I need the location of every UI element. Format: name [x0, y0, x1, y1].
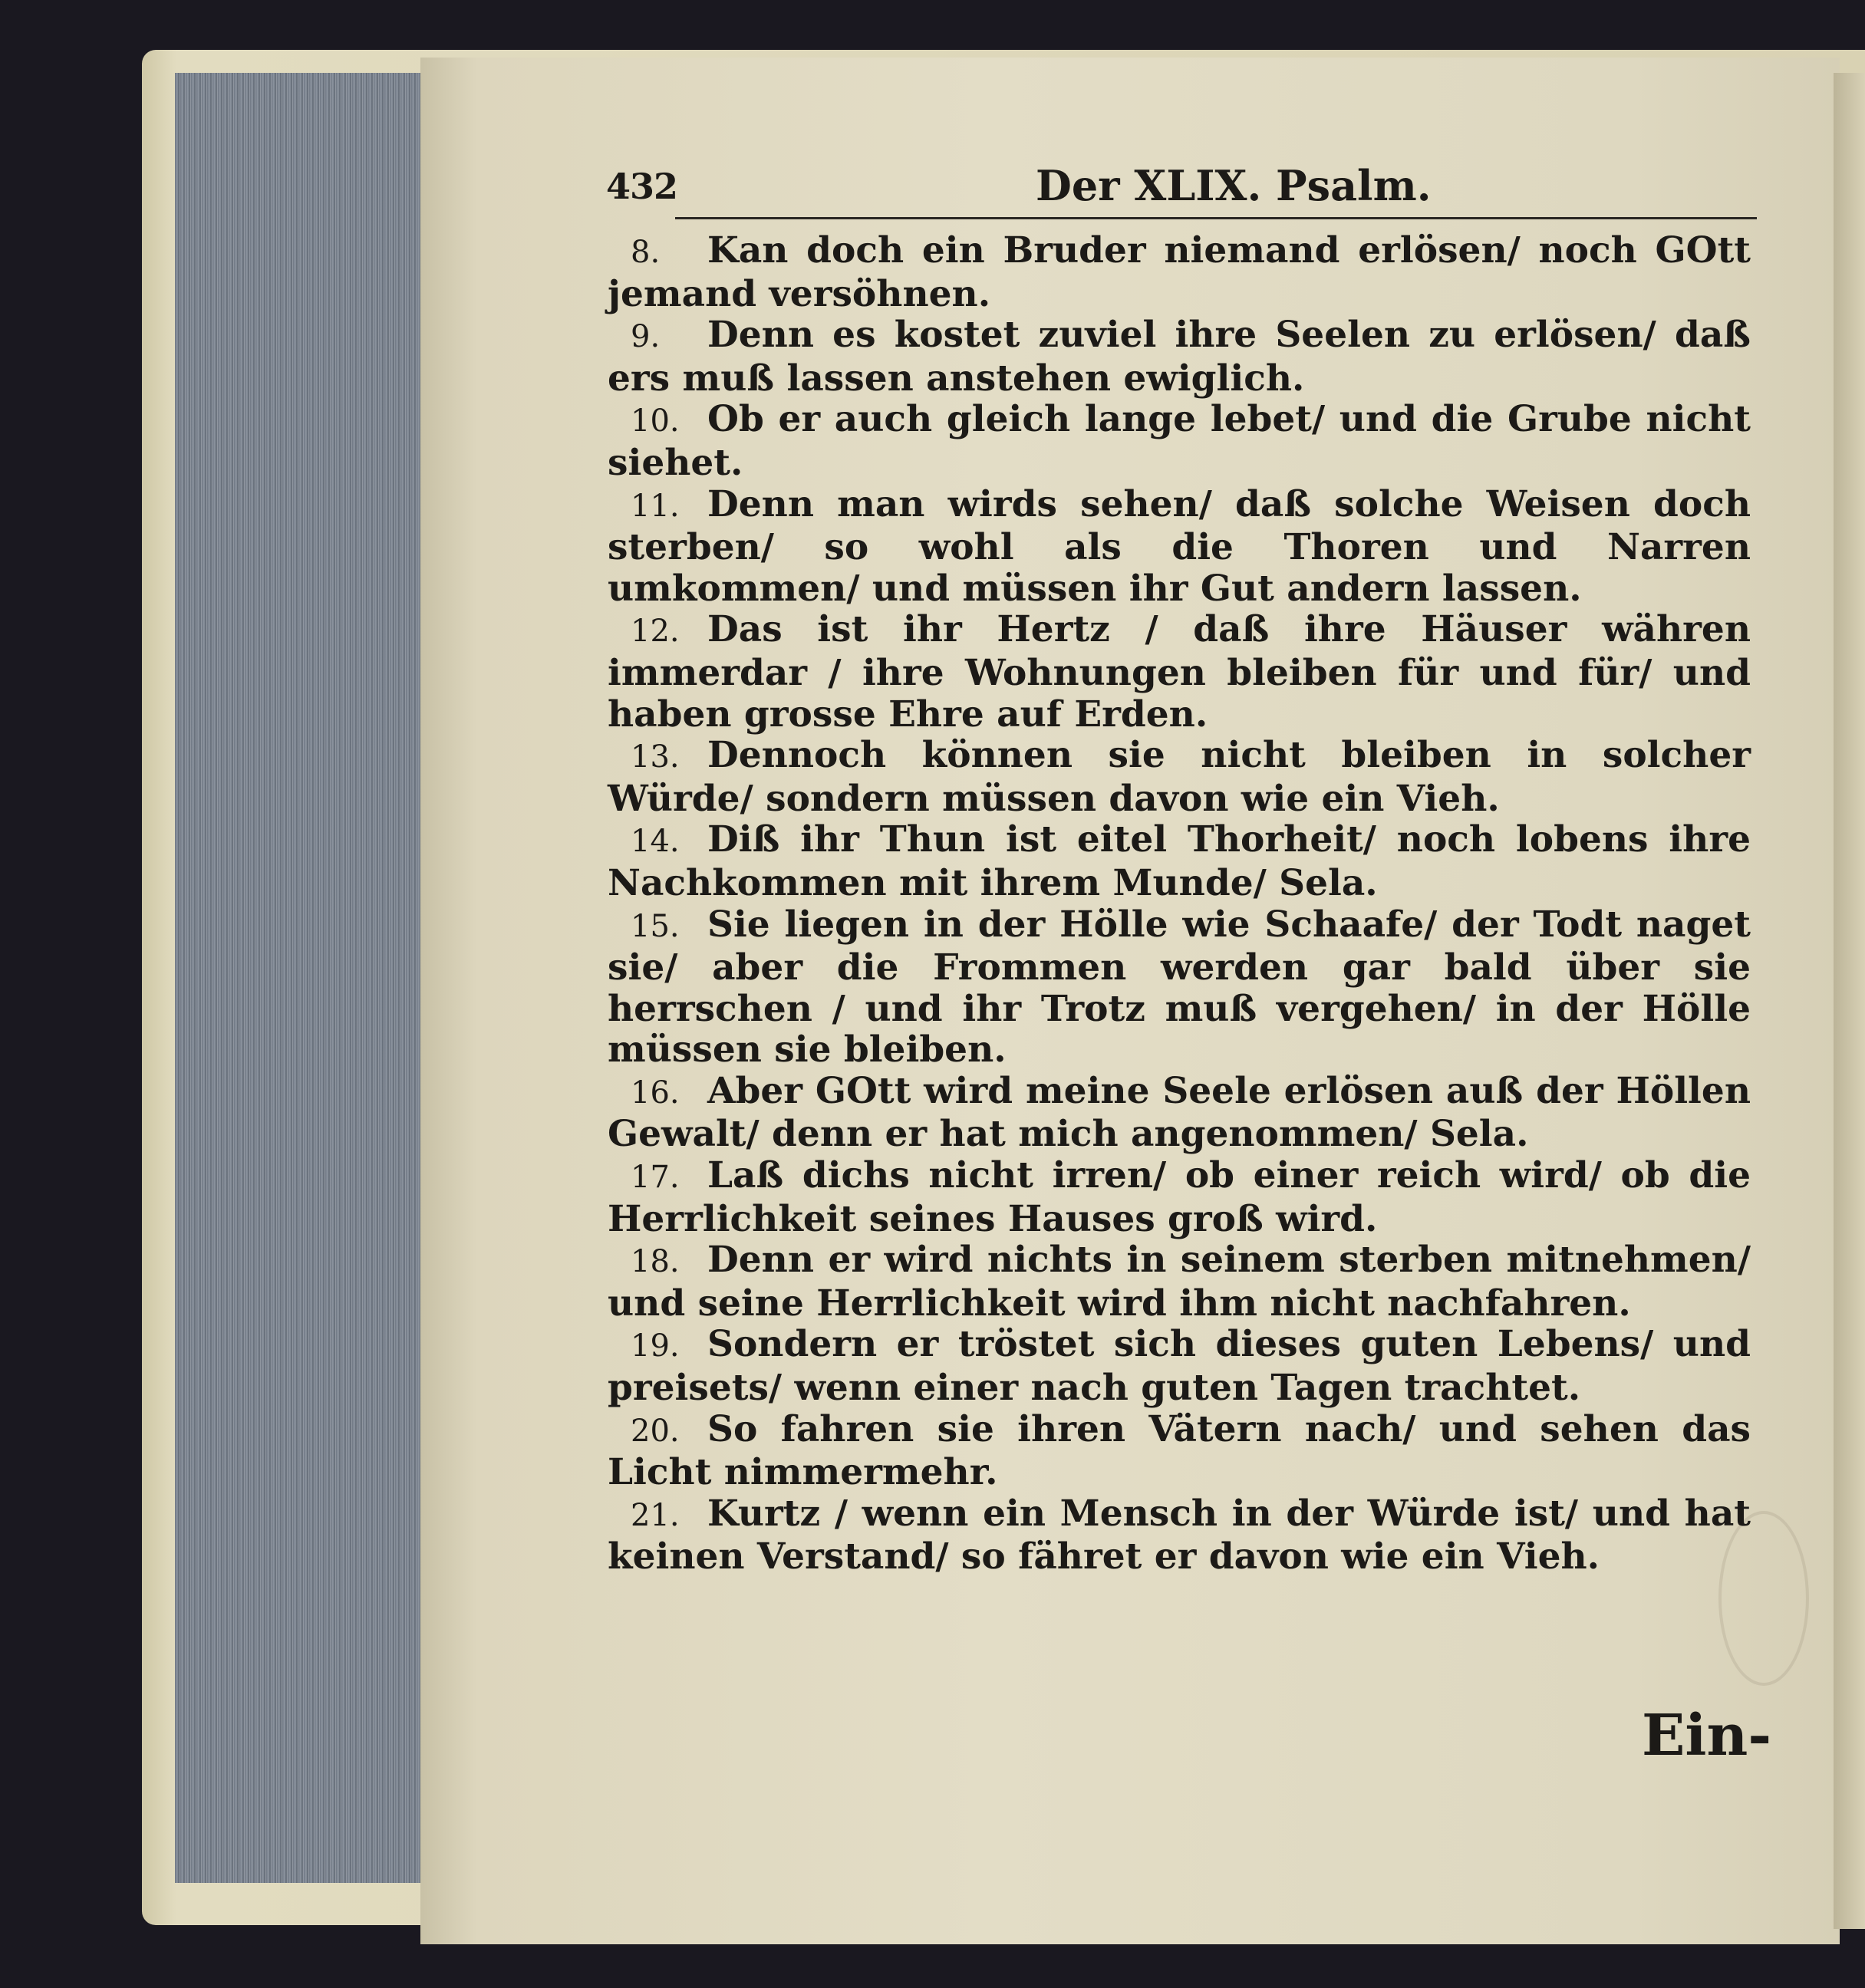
verse	[608, 1409, 1751, 1493]
verse-number: 17.	[631, 1160, 680, 1196]
verse	[608, 1324, 1751, 1408]
verse-number: 12.	[631, 614, 680, 650]
verse-text: Aber GOtt wird meine Seele erlösen auß der Höllen Gewalt/ denn er hat mich angenommen/ Sela.	[608, 1069, 1751, 1156]
verse-text: Kan doch ein Bruder niemand erlösen/ noch GOtt jemand versöhnen.	[608, 229, 1751, 315]
verse-number: 8.	[631, 235, 661, 270]
verse-number: 10.	[631, 403, 680, 439]
verse	[608, 1493, 1751, 1578]
catchword: Ein-	[1642, 1703, 1772, 1769]
verse	[608, 1155, 1751, 1239]
verse	[608, 484, 1751, 610]
verse-text: Denn man wirds sehen/ daß solche Weisen doch sterben/ so wohl als die Thoren und Narren umkommen/ und müssen ihr Gut andern lassen.	[608, 482, 1751, 610]
verse-number: 21.	[631, 1497, 680, 1533]
verse-text: Denn es kostet zuviel ihre Seelen zu erlösen/ daß ers muß lassen anstehen ewiglich.	[608, 314, 1751, 400]
verse	[608, 904, 1751, 1071]
verse	[608, 735, 1751, 819]
verse	[608, 314, 1751, 399]
verse-text: Kurtz / wenn ein Mensch in der Würde ist/ und hat keinen Verstand/ so fähret er davon wie ein Vieh.	[608, 1492, 1751, 1578]
verse-number: 9.	[631, 319, 661, 355]
verse-text: Dennoch können sie nicht bleiben in solcher Würde/ sondern müssen davon wie ein Vieh.	[608, 734, 1751, 820]
verse-number: 20.	[631, 1413, 680, 1449]
verse	[608, 1071, 1751, 1155]
verse	[608, 819, 1751, 903]
header-rule	[675, 217, 1757, 219]
running-title: Der XLIX. Psalm.	[1036, 161, 1432, 210]
verse-text: Das ist ihr Hertz / daß ihre Häuser währen immerdar / ihre Wohnungen bleiben für und für/ und haben grosse Ehre auf Erden.	[608, 608, 1751, 736]
verse-number: 14.	[631, 824, 680, 860]
page-gutter-edge	[1834, 73, 1865, 1929]
page-header	[606, 160, 1757, 221]
verse-number: 16.	[631, 1075, 680, 1111]
verse-text: Diß ihr Thun ist eitel Thorheit/ noch lobens ihre Nachkommen mit ihrem Munde/ Sela.	[608, 818, 1751, 904]
verse-number: 19.	[631, 1328, 680, 1364]
verse-text: Denn er wird nichts in seinem sterben mitnehmen/ und seine Herrlichkeit wird ihm nicht nachfahren.	[608, 1239, 1751, 1325]
verse-list	[608, 230, 1751, 1578]
page-edges	[175, 73, 427, 1883]
verse-text: Sondern er tröstet sich dieses guten Lebens/ und preisets/ wenn einer nach guten Tagen trachtet.	[608, 1323, 1751, 1410]
verse	[608, 230, 1751, 314]
verse-number: 13.	[631, 739, 680, 775]
verse-number: 15.	[631, 908, 680, 944]
verse-number: 18.	[631, 1244, 680, 1280]
verse-text: Laß dichs nicht irren/ ob einer reich wird/ ob die Herrlichkeit seines Hauses groß wird.	[608, 1154, 1751, 1240]
verse-text: Sie liegen in der Hölle wie Schaafe/ der Todt naget sie/ aber die Frommen werden gar bald über sie herrschen / und ihr Trotz muß vergehen/ in der Hölle müssen sie bleiben.	[608, 903, 1751, 1071]
verse	[608, 399, 1751, 483]
verse	[608, 609, 1751, 735]
page-number: 432	[606, 166, 678, 207]
verse-number: 11.	[631, 488, 680, 524]
verse-text: Ob er auch gleich lange lebet/ und die Grube nicht siehet.	[608, 398, 1751, 484]
verse-text: So fahren sie ihren Vätern nach/ und sehen das Licht nimmermehr.	[608, 1407, 1751, 1494]
verse	[608, 1239, 1751, 1324]
